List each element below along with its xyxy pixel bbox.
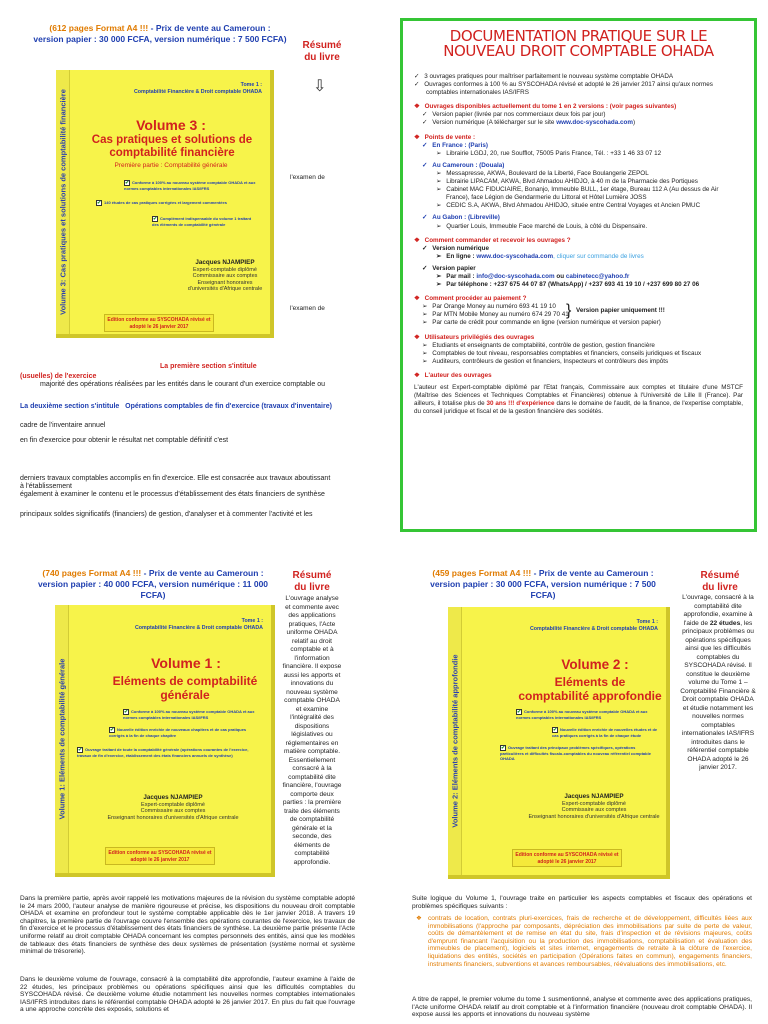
- text-fragment: à l'établissement: [20, 483, 72, 490]
- volume-number: Volume 2 :: [561, 657, 629, 672]
- list-item: ➢ En ligne : www.doc-syscohada.com, cliquer sur commande de livres: [436, 252, 644, 260]
- list-item: ➢ Par mail : info@doc-syscohada.com ou cabinetecc@yahoo.fr: [436, 272, 630, 280]
- price-info-vol2: (459 pages Format A4 !!! - Prix de vente au Cameroun : version papier : 30 000 FCFA, version numérique : 7 500 FCFA): [430, 568, 656, 600]
- order-link[interactable]: www.doc-syscohada.com: [476, 252, 554, 260]
- tome-label: Tome 1 : Comptabilité Financière & Droit comptable OHADA: [529, 619, 658, 632]
- list-item: ➢ Par MTN Mobile Money au numéro 674 29 70 41: [422, 311, 569, 319]
- resume-du-livre: du livre: [304, 52, 340, 63]
- email-link[interactable]: info@doc-syscohada.com: [476, 272, 555, 280]
- book-cover-vol2: [448, 607, 670, 879]
- price-values: version papier : 30 000 FCFA, version numérique : 7 500 FCFA): [33, 34, 287, 44]
- text-fragment: cadre de l'inventaire annuel: [20, 422, 106, 429]
- feature-1: ✔ Conforme à 100% au nouveau système comptable OHADA et aux normes comptables internationales IAS/IFRS: [516, 709, 648, 720]
- feature-1: ✔ Conforme à 100% au nouveau système comptable OHADA et aux normes comptables internationales IAS/IFRS: [124, 180, 256, 191]
- price-pages: (612 pages Format A4 !!!: [49, 23, 149, 33]
- list-item: ✓ En France : (Paris): [422, 141, 488, 149]
- body-paragraph: Suite logique du Volume 1, l'ouvrage traite en particulier les aspects comptables et fiscaux des opérations et problèmes spécifiques suivants :: [412, 895, 752, 910]
- author-block: Jacques NJAMPIEP Expert-comptable diplômé Commissaire aux comptes Enseignant honoraires d'universités d'Afrique centrale: [107, 794, 239, 821]
- down-arrow-icon: ⇩: [313, 78, 327, 95]
- book-title: Eléments de comptabilité générale: [112, 674, 258, 702]
- checkbox-icon: ✔: [553, 727, 558, 733]
- book-title: Cas pratiques et solutions de comptabilité financière: [91, 134, 253, 159]
- author-block: Jacques NJAMPIEP Expert-comptable diplômé Commissaire aux comptes Enseignant honoraires d'universités d'Afrique centrale: [187, 259, 263, 292]
- feature-1: ✔ Conforme à 100% au nouveau système comptable OHADA et aux normes comptables internationales IAS/IFRS: [123, 709, 255, 720]
- edition-badge: Edition conforme au SYSCOHADA révisé et adopté le 26 janvier 2017: [105, 847, 215, 865]
- section-heading: ❖ Points de vente :: [414, 133, 476, 141]
- book-subtitle: Première partie : Comptabilité générale: [114, 162, 228, 169]
- book-title: Eléments de comptabilité approfondie: [518, 675, 662, 703]
- text-fragment: l'examen de: [290, 305, 325, 312]
- author-name: Jacques NJAMPIEP: [195, 259, 255, 266]
- book-spine: Volume 2: Eléments de comptabilité approfondie: [448, 607, 462, 875]
- tome-series: Comptabilité Financière & Droit comptable OHADA: [133, 88, 262, 95]
- checkbox-icon: ✔: [125, 180, 130, 186]
- section-heading: ❖ Comment commander et recevoir les ouvrages ?: [414, 236, 571, 244]
- text-fragment: majorité des opérations réalisées par les entités dans le courant d'un exercice comptable ou: [40, 381, 325, 388]
- first-section-label: La première section s'intitule: [160, 363, 257, 370]
- list-item: ✓ Au Gabon : (Libreville): [422, 214, 500, 222]
- list-item: ➢ Quartier Louis, Immeuble Face marché de Louis, à côté du Dispensaire.: [436, 222, 648, 230]
- resume-word: Résumé: [302, 40, 342, 51]
- text-fragment: en fin d'exercice pour obtenir le résultat net comptable définitif c'est: [20, 437, 229, 444]
- doc-box-title: DOCUMENTATION PRATIQUE SUR LE NOUVEAU DROIT COMPTABLE OHADA: [443, 27, 714, 60]
- checkbox-icon: ✔: [110, 727, 115, 733]
- spine-title: Volume 3: Cas pratiques et solutions de comptabilité financière: [58, 89, 67, 315]
- checkbox-icon: ✔: [97, 200, 102, 206]
- list-item: ➢ Par Orange Money au numéro 693 41 19 10: [422, 303, 556, 311]
- resume-heading: Résumé du livre: [700, 570, 740, 593]
- list-item: ➢ Auditeurs, contrôleurs de gestion et financiers, Inspecteurs et contrôleurs des impôts: [422, 357, 669, 365]
- intro-item: ✓ Ouvrages conformes à 100 % au SYSCOHADA révisé et adopté le 26 janvier 2017 ainsi qu'aux normes comptables internationales IAS/IFRS: [414, 81, 713, 97]
- email-link[interactable]: cabinetecc@yahoo.fr: [565, 272, 630, 280]
- feature-3: ✔ Ouvrage traitant de toute la comptabilité générale (opérations courantes de l'exercice, travaux de fin d'exercice, établissement des états financiers annuels de synthèse): [77, 747, 249, 758]
- text-fragment: principaux soldes significatifs (financiers) de gestion, d'analyser et à commenter l'activité et les: [20, 511, 313, 518]
- list-item: ➢ Par carte de crédit pour commande en ligne (version numérique et version papier): [422, 319, 661, 327]
- feature-2: ✔ 140 études de cas pratiques corrigées et largement commentées: [97, 200, 227, 206]
- list-item: ✓ Version papier (livrée par nos commerciaux deux fois par jour): [422, 111, 606, 119]
- feature-3: ✔ Ouvrage traitant des principaux problèmes spécifiques, opérations particulières et difficultés fiscalo-comptables du nouveau référentiel comptable OHADA: [500, 745, 651, 761]
- list-item: ✓ Version numérique (A télécharger sur le site www.doc-syscohada.com): [422, 119, 636, 127]
- intro-item: ✓ 3 ouvrages pratiques pour maîtriser parfaitement le nouveau système comptable OHADA: [414, 73, 674, 80]
- body-paragraph: Dans la première partie, après avoir rappelé les motivations majeures de la révision du système comptable adopté le 24 mars 2000, l'auteur analyse de manière rigoureuse et précise, les dispositions du nouveau droit comptable OHADA et examine en profondeur tout le système comptable applicable dès le 1er janvier 2018. A travers 19 chapitres, la première partie de l'ouvrage couvre l'ensemble des opérations courantes de l'exercice, les travaux de fin d'exercice et le processus d'établissement des états financiers de synthèse. La deuxième partie présente l'Acte uniforme relatif au droit comptable OHADA concernant les comptes personnels des entités, ainsi que les modèles de tableaux des états financiers de synthèse des deux systèmes de présentation (système normal et système minimal de trésorerie).: [20, 895, 355, 956]
- list-item: ➢ Comptables de tout niveau, responsables comptables et financiers, conseils juridiques et fiscaux: [422, 349, 702, 357]
- bullet-paragraph: ❖ contrats de location, contrats pluri-exercices, frais de recherche et de développement, difficultés liées aux immobilisations (l'approche par composants, dépréciation des immobilisations par suite de perte de valeur, coûts de démantèlement et de remise en état du site, frais d'inspection et de révisions majeures, coûts d'emprunt financant l'acquisition ou la production des immobilisations, comptabilisation et évaluation des immeubles de placement), logiciels et sites internet, engagements de retraite à la clôture de l'exercice, liquidations des entités, sociétés en participation (Opérations faites en commun), engagements financiers, instruments financiers, subventions et avances remboursables, réévaluations des immobilisations, etc.: [416, 915, 752, 968]
- edition-badge: Edition conforme au SYSCOHADA révisé et adopté le 26 janvier 2017: [104, 314, 214, 332]
- price-label: - Prix de vente au Cameroun :: [148, 23, 271, 33]
- author-block: Jacques NJAMPIEP Expert-comptable diplômé Commissaire aux comptes Enseignant honoraires d'universités d'Afrique centrale: [528, 793, 660, 820]
- tome-label: [76, 82, 262, 95]
- text-fragment: derniers travaux comptables accomplis en fin d'exercice. Elle est consacrée aux travaux aboutissant: [20, 475, 331, 482]
- list-item: ✓ Version papier: [422, 264, 476, 272]
- documentation-box: [400, 18, 757, 532]
- second-section-label: La deuxième section s'intitule Opérations comptables de fin d'exercice (travaux d'inventaire): [20, 403, 332, 410]
- section-heading: ❖ L'auteur des ouvrages: [414, 371, 492, 379]
- brace-icon: }: [566, 302, 572, 320]
- text-fragment: également à examiner le contenu et le processus d'établissement des états financiers de synthèse: [20, 491, 325, 498]
- site-link[interactable]: www.doc-syscohada.com: [556, 119, 633, 127]
- edition-badge: Edition conforme au SYSCOHADA révisé et adopté le 26 janvier 2017: [512, 849, 622, 867]
- feature-3: ✔ Complément indispensable du volume 1 traitant des éléments de comptabilité générale: [152, 216, 252, 227]
- checkbox-icon: ✔: [153, 216, 158, 222]
- book-summary: L'ouvrage, consacré à la comptabilité dite approfondie, examine à l'aide de 22 études, les principaux problèmes ou opérations spécifiques ainsi que les difficultés comptables du SYSCOHADA révisé. Il constitue le deuxième volume du Tome 1 – Comptabilité Financière & Droit comptable OHADA et étudie notamment les nouvelles normes comptables internationales IAS/IFRS introduites dans le référentiel comptable OHADA adopté le 26 janvier 2017.: [680, 594, 756, 771]
- bullet-icon: ❖: [416, 915, 422, 922]
- feature-2: ✔ Nouvelle édition enrichie de nouveaux chapitres et de cas pratiques corrigés à la fin de chaque chapitre: [109, 727, 247, 738]
- checkbox-icon: ✔: [501, 745, 506, 751]
- list-item: ➢ CEDIC S.A, AKWA, Blvd Ahmadou AHIDJO, située entre Central Voyages et Ancien PMUC: [436, 202, 701, 210]
- list-item: ➢ Etudiants et enseignants de comptabilité, contrôle de gestion, gestion financière: [422, 341, 655, 349]
- feature-2: ✔ Nouvelle édition enrichie de nouvelles études et de cas pratiques corrigés à la fin de chaque étude: [552, 727, 658, 738]
- section-heading: ❖ Comment procéder au paiement ?: [414, 295, 527, 303]
- volume-number: Volume 3 :: [136, 117, 206, 133]
- list-item: ✓ Version numérique: [422, 244, 489, 252]
- checkbox-icon: ✔: [517, 709, 522, 715]
- book-spine: [56, 70, 70, 334]
- list-item: ➢ Par téléphone : +237 675 44 07 87 (WhatsApp) / +237 693 41 19 10 / +237 699 80 27 06: [436, 281, 700, 289]
- volume-number: Volume 1 :: [151, 655, 221, 671]
- section-heading: ❖ Ouvrages disponibles actuellement du tome 1 en 2 versions : (voir pages suivantes): [414, 103, 677, 111]
- list-item: ➢ Librairie LIPACAM, AKWA, Blvd Ahmadou AHIDJO, à 40 m de la Pharmacie des Portiques: [436, 178, 698, 186]
- list-item: ➢ Messapresse, AKWA, Boulevard de la Liberté, Face Boulangerie ZEPOL: [436, 169, 649, 177]
- body-paragraph: A titre de rappel, le premier volume du tome 1 susmentionné, analyse et commente avec des applications pratiques, l'Acte uniforme OHADA relatif au droit comptable et à l'information financière (nouveau droit comptable OHADA). Il expose aussi les apports et innovations du nouveau système: [412, 996, 752, 1019]
- text-fragment: (usuelles) de l'exercice: [20, 373, 97, 380]
- body-paragraph: Dans le deuxième volume de l'ouvrage, consacré à la comptabilité dite approfondie, l'auteur examine à l'aide de 22 études, les principaux problèmes ou opérations spécifiques ainsi que les difficultés comptables du SYSCOHADA révisé. Ce deuxième volume étudie notamment les nouvelles normes comptables internationales IAS/IFRS introduites dans le référentiel comptable OHADA adopté le 26 janvier 2017. En plus du fait que l'ouvrage a une approche concrète des exposés, solutions et: [20, 976, 355, 1014]
- checkbox-icon: ✔: [124, 709, 129, 715]
- text-fragment: l'examen de: [290, 174, 325, 181]
- author-bio: L'auteur est Expert-comptable diplômé par l'Etat français, Commissaire aux comptes et titulaire d'une MSTCF (Maîtrise des Sciences et Techniques Comptables et Financières) obtenue à l'Université de Lille II (France). Par ailleurs, il totalise plus de 30 ans !!! d'expérience dans le domaine de l'audit, de la finance, de l'expertise comptable, du conseil juridique et fiscal et de la gestion financière des sociétés.: [414, 384, 743, 416]
- resume-heading: [292, 40, 352, 64]
- payment-list: [414, 303, 743, 327]
- list-item: ➢ Cabinet MAC FIDUCIAIRE, Bonanjo, Immeuble BULL, 1er étage, Bureau 112 A (Au dessus de Air France), face Légion de Gendarmerie du Littoral et Hôtel Lumière JOSS: [436, 186, 719, 202]
- section-heading: ❖ Utilisateurs privilégiés des ouvrages: [414, 333, 535, 341]
- book-spine: Volume 1: Eléments de comptabilité générale: [55, 605, 69, 873]
- tome-label: Tome 1 : Comptabilité Financière & Droit comptable OHADA: [134, 618, 263, 631]
- book-summary: L'ouvrage analyse et commente avec des applications pratiques, l'Acte uniforme OHADA relatif au droit comptable et à l'information financière. Il expose aussi les apports et innovations du nouveau système comptable OHADA et examine l'intégralité des dispositions législatives ou réglementaires en matière comptable. Essentiellement consacré à la comptabilité dite financière, l'ouvrage comporte deux parties : la première traite des éléments de comptabilité générale et la seconde, des éléments de comptabilité approfondie.: [282, 595, 342, 866]
- price-info-vol1: (740 pages Format A4 !!! - Prix de vente au Cameroun : version papier : 40 000 FCFA, version numérique : 11 000 FCFA): [37, 568, 269, 600]
- tome-number: Tome 1 :: [240, 82, 262, 88]
- list-item: ➢ Librairie LGDJ, 20, rue Soufflot, 75005 Paris France, Tél. : +33 1 46 33 07 12: [436, 149, 662, 157]
- resume-heading: Résumé du livre: [292, 570, 332, 593]
- book-cover-vol3: [56, 70, 274, 338]
- book-cover-vol1: [55, 605, 275, 877]
- checkbox-icon: ✔: [78, 747, 83, 753]
- list-item: ✓ Au Cameroun : (Douala): [422, 161, 505, 169]
- brace-note: Version papier uniquement !!!: [576, 307, 665, 315]
- price-info-vol3: [30, 23, 290, 45]
